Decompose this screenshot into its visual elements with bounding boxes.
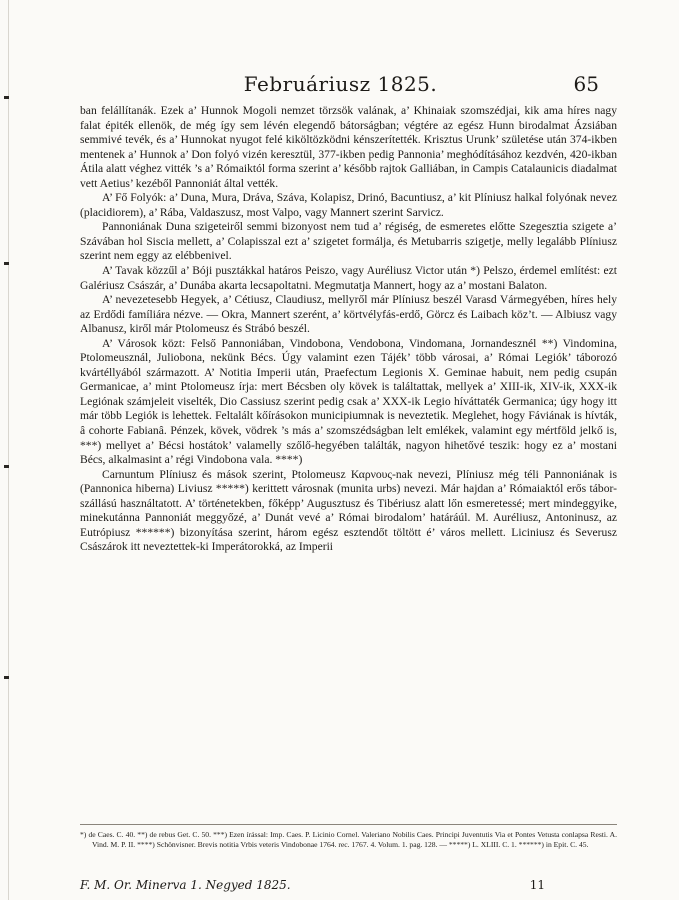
paragraph: Carnuntum Plíniusz és mások szerint, Ptolomeusz Καρνους-nak nevezi, Plíniusz még téli Pannoniának is (Pannonica hiberna) Liviusz *****) kerittett városnak (munita urbs) nevezi. Már hajdan a’ Rómaiaktól erős tábor-szállású használtatott. A’ történetekben, főképp’ Augusztusz és Tibériusz alatt lőn esmeretessé; mert mindeggyike, minekutánna Pannoniát meggyőzé, a’ Dunát vevé a’ Római birodalom’ határáúl. M. Auréliusz, Antoninusz, az Eutrópiusz ******) bizonyítása szerint, három egész esztendőt töltött é’ város mellett. Liciniusz és Severusz Császárok itt neveztettek-ki Imperátorokká, az Imperii [80,467,617,554]
signature-mark: 11 [529,878,545,892]
footnote-divider [80,824,617,825]
main-text [80,104,617,555]
page-footer [80,878,617,894]
binding-mark [4,676,9,679]
footnotes [80,830,617,850]
binding-edge [8,0,9,900]
binding-mark [4,262,9,265]
paragraph: ban felállítanák. Ezek a’ Hunnok Mogoli nemzet törzsök valának, a’ Khinaiak szomszédjai, kik ama híres nagy falat épiték ellenök, de még így sem lévén elegendő bátorságban; végtére az egész Hunn birodalmat Ázsiában semmivé tevék, és a’ Hunnokat nyugot felé kiköltözködni kénszerítették. Krisztus Urunk’ születése után 374-ikben mentenek a’ Hunnok a’ Don folyó vizén keresztül, 377-ikben pedig Pannonia’ meghódításához kezdvén, 420-ikban Átila alatt véghez vitték ’s a’ Rómaiktól forma szerint a’ később rajtok Galliában, in Campis Catalaunicis diadalmat vett Aetius’ kezéből Pannoniát által vették. [80,104,617,190]
paragraph: A’ Fő Folyók: a’ Duna, Mura, Dráva, Száva, Kolapisz, Drinó, Bacuntiusz, a’ kit Plíniusz halkal folyónak nevez (placidiorem), a’ Rába, Valdaszusz, most Valpo, vagy Mannert szerint Sarvicz. [80,191,617,219]
running-header [82,72,599,100]
paragraph: A’ Tavak közzűl a’ Bóji pusztákkal határos Peiszo, vagy Auréliusz Victor után *) Pelszo, érdemel említést: ezt Galériusz Császár, a’ Dunába akarta lecsapoltatni. Megmutatja Mannert, hogy az a’ mostani Balaton. [80,264,617,292]
page-title: Februáriusz 1825. [243,72,438,96]
paragraph: A’ Városok közt: Felső Pannoniában, Vindobona, Vendobona, Vindomana, Jornandesznél **) Vindomina, Ptolomeusznál, Juliobona, nekünk Bécs. Úgy valamint ezen Tájék’ több városai, a’ Római Legiók’ táborozó kvártéllyából származott. A’ Notitia Imperii után, Praefectum Legionis X. Geminae habuit, nem pedig csupán Germanicae, a’ mint Ptolomeusz írja: mert Bécsben oly kövek is találtattak, mellyek a’ XIII-ik, XIV-ik, XXX-ik Legiónak számjeleit viselték, Dio Cassiusz szerint pedig csak a’ XXX-ik Legio híváttaték Germanica; úgy hogy itt már több Legiók is lehettek. Feltalált kőírásokon municipiumnak is neveztetik. Meglehet, hogy Fáviának is hívták, â cohorte Fabianâ. Pénzek, kövek, vödrek ’s más a’ szomszédságban lelt emlékek, valamint egy mértföld jelkő is, ***) mellyet a’ Bécsi hostátok’ valamelly szőlő-hegyében találták, nagyon hihetővé teszik: hogy ez a’ mostani Bécs, alkalmasint a’ régi Vindobona vala. ****) [80,336,617,467]
footnote: *) de Caes. C. 40. **) de rebus Get. C. 50. ***) Ezen írással: Imp. Caes. P. Licinio Cornel. Valeriano Nobilis Caes. Principi Juventutis Via et Pontes Vetusta conlapsa Resti. A. Vind. M. P. II. ****) Schönvisner. Brevis notitia Vrbis veteris Vindobonae 1764. rec. 1767. 4. Volum. 1. pag. 128. — *****) L. XLIII. C. 1. ******) in Epit. C. 45. [80,830,617,849]
publication-source: F. M. Or. Minerva 1. Negyed 1825. [80,878,291,892]
binding-mark [4,465,9,468]
page-number: 65 [573,72,599,96]
binding-mark [4,96,9,99]
paragraph: A’ nevezetesebb Hegyek, a’ Cétiusz, Claudiusz, mellyről már Plíniusz beszél Varasd Vármegyében, híres hely az Erdődi famíliára nézve. — Okra, Mannert szerént, a’ körtvélyfás-erdő, Görcz és Laibach köz’t. — Albiusz vagy Albanusz, kiről már Ptolomeusz és Strábó beszél. [80,293,617,336]
paragraph: Pannoniának Duna szigeteiről semmi bizonyost nem tud a’ régiség, de esmeretes előtte Szegesztia szigete a’ Szávában hol Siscia mellett, a’ Colapisszal ezt a’ szigetet formálja, és Metubarris szigetje, melly legalább Plíniusz szerint nem eggy az elébbenivel. [80,220,617,263]
